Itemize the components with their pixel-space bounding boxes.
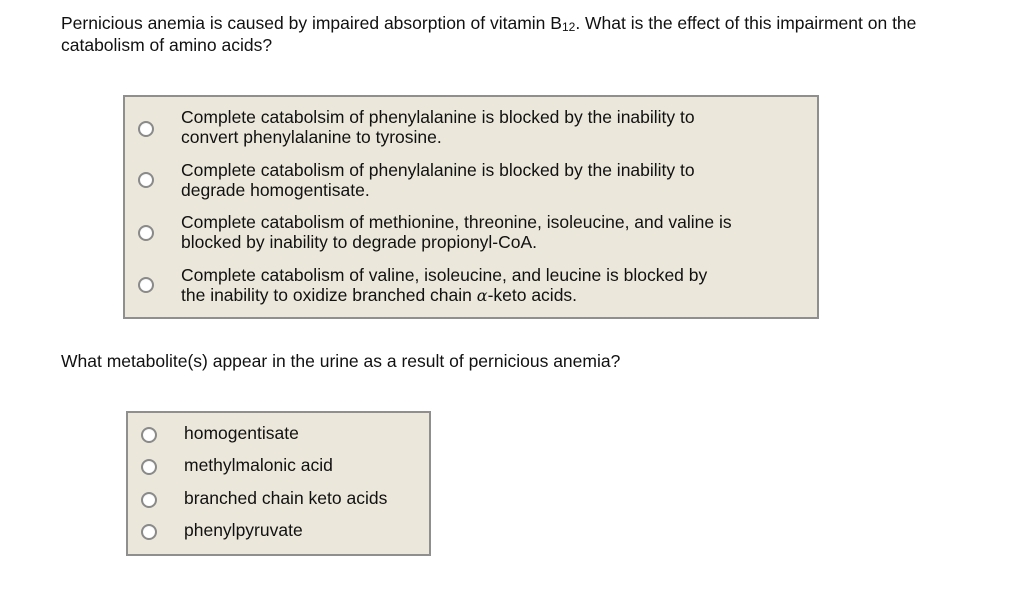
question-2-text: What metabolite(s) appear in the urine as a result of pernicious anemia?	[61, 351, 621, 371]
radio-button[interactable]	[138, 121, 154, 137]
radio-button[interactable]	[141, 459, 157, 475]
q1-option-4[interactable]	[125, 265, 817, 307]
q1-option-3-line-1: Complete catabolism of methionine, threonine, isoleucine, and valine is	[181, 212, 732, 232]
q1-option-1[interactable]	[125, 107, 817, 149]
q1-option-1-line-1: Complete catabolsim of phenylalanine is blocked by the inability to	[181, 107, 695, 127]
question-2-options	[126, 411, 431, 556]
q1-option-4-line-2-end: -keto acids.	[487, 285, 578, 305]
q1-option-1-label	[181, 107, 811, 147]
q2-option-2[interactable]	[128, 455, 429, 479]
q2-option-4[interactable]	[128, 520, 429, 544]
question-1-text	[61, 12, 991, 56]
q1-option-4-line-1: Complete catabolism of valine, isoleucine, and leucine is blocked by	[181, 265, 708, 285]
radio-button[interactable]	[141, 524, 157, 540]
q1-option-2[interactable]	[125, 160, 817, 202]
q2-option-1-label: homogentisate	[184, 423, 299, 443]
q1-option-2-line-1: Complete catabolism of phenylalanine is blocked by the inability to	[181, 160, 695, 180]
q1-option-4-line-2	[181, 285, 811, 306]
q2-option-3[interactable]	[128, 488, 429, 512]
q1-option-2-label	[181, 160, 811, 200]
question-1-rest: . What is the effect of this impairment on the catabolism of amino acids?	[61, 13, 917, 55]
radio-button[interactable]	[138, 225, 154, 241]
q1-option-4-label	[181, 265, 811, 306]
question-1-options	[123, 95, 819, 319]
q1-option-4-line-2-start: the inability to oxidize branched chain	[181, 285, 477, 305]
q2-option-1[interactable]	[128, 423, 429, 447]
radio-button[interactable]	[141, 427, 157, 443]
q1-option-3[interactable]	[125, 212, 817, 254]
q1-option-2-line-2: degrade homogentisate.	[181, 180, 370, 200]
vitamin-subscript: 12	[561, 20, 576, 34]
question-1-main: Pernicious anemia is caused by impaired absorption of vitamin B	[61, 13, 562, 33]
q1-option-3-line-2: blocked by inability to degrade propionyl-CoA.	[181, 232, 538, 252]
alpha-symbol: α	[476, 286, 488, 305]
radio-button[interactable]	[138, 277, 154, 293]
q2-option-4-label: phenylpyruvate	[184, 520, 303, 540]
q2-option-2-label: methylmalonic acid	[184, 455, 333, 475]
q2-option-3-label: branched chain keto acids	[184, 488, 388, 508]
q1-option-3-label	[181, 212, 811, 252]
radio-button[interactable]	[141, 492, 157, 508]
q1-option-1-line-2: convert phenylalanine to tyrosine.	[181, 127, 442, 147]
radio-button[interactable]	[138, 172, 154, 188]
